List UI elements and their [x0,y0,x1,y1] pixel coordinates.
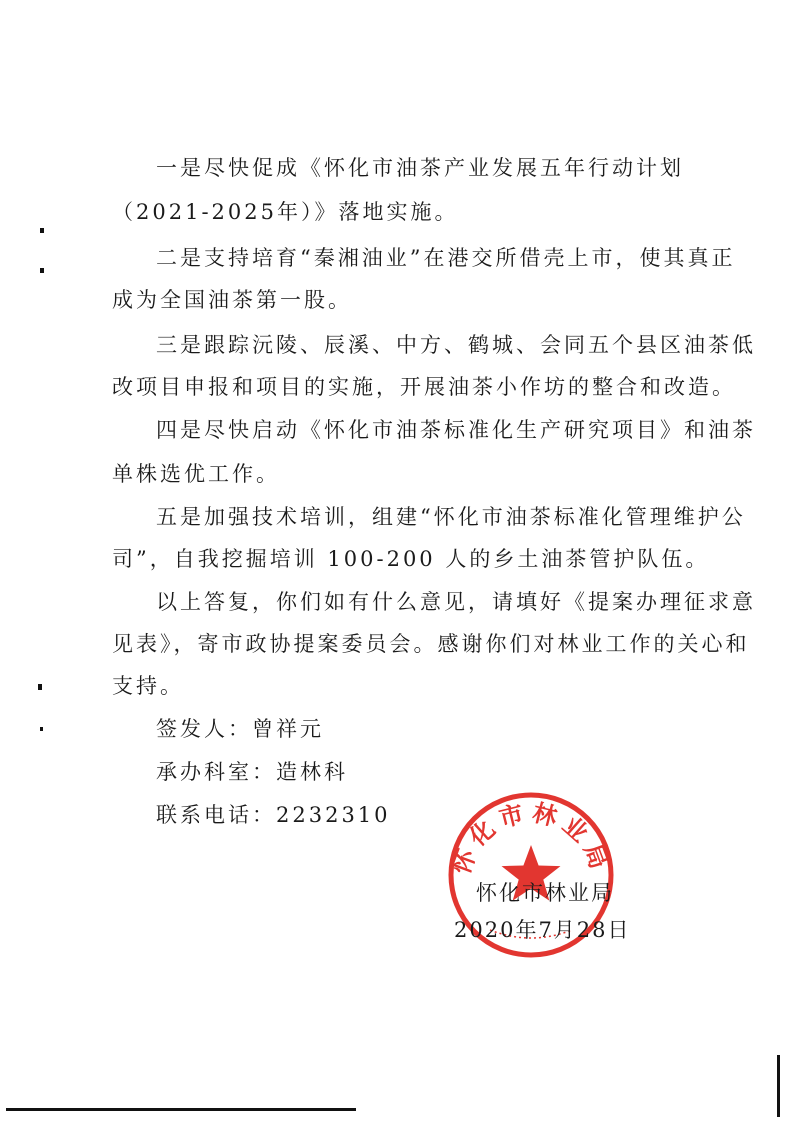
scan-mark [40,228,44,233]
paragraph-4-line-1: 四是尽快启动《怀化市油茶标准化生产研究项目》和油茶 [156,418,756,442]
phone-line: 联系电话：2232310 [156,803,391,827]
paragraph-2-line-2: 成为全国油茶第一股。 [112,288,352,312]
department-line: 承办科室：造林科 [156,760,348,784]
scan-mark [40,268,44,273]
scan-mark [40,727,43,731]
scan-mark [38,684,42,690]
paragraph-5-line-1: 五是加强技术培训，组建“怀化市油茶标准化管理维护公 [156,505,746,529]
paragraph-3-line-2: 改项目申报和项目的实施，开展油茶小作坊的整合和改造。 [112,375,736,399]
paragraph-1-line-2: （2021-2025年）》落地实施。 [112,200,459,224]
scan-bottom-edge [6,1108,356,1111]
signer-line: 签发人：曾祥元 [156,717,324,741]
issue-date: 2020年7月28日 [454,918,631,942]
paragraph-5-line-2: 司”，自我挖掘培训 100-200 人的乡土油茶管护队伍。 [112,547,710,571]
svg-text:怀化市林业局: 怀化市林业局 [446,797,616,879]
scan-right-edge [777,1055,780,1117]
paragraph-6-line-2: 见表》，寄市政协提案委员会。感谢你们对林业工作的关心和 [112,632,750,656]
paragraph-6-line-3: 支持。 [112,674,184,698]
paragraph-2-line-1: 二是支持培育“秦湘油业”在港交所借壳上市，使其真正 [156,246,736,270]
paragraph-4-line-2: 单株选优工作。 [112,462,280,486]
paragraph-1-line-1: 一是尽快促成《怀化市油茶产业发展五年行动计划 [156,156,684,180]
issuing-organization: 怀化市林业局 [476,881,614,905]
paragraph-3-line-1: 三是跟踪沅陵、辰溪、中方、鹤城、会同五个县区油茶低 [156,333,756,357]
paragraph-6-line-1: 以上答复，你们如有什么意见，请填好《提案办理征求意 [156,590,756,614]
